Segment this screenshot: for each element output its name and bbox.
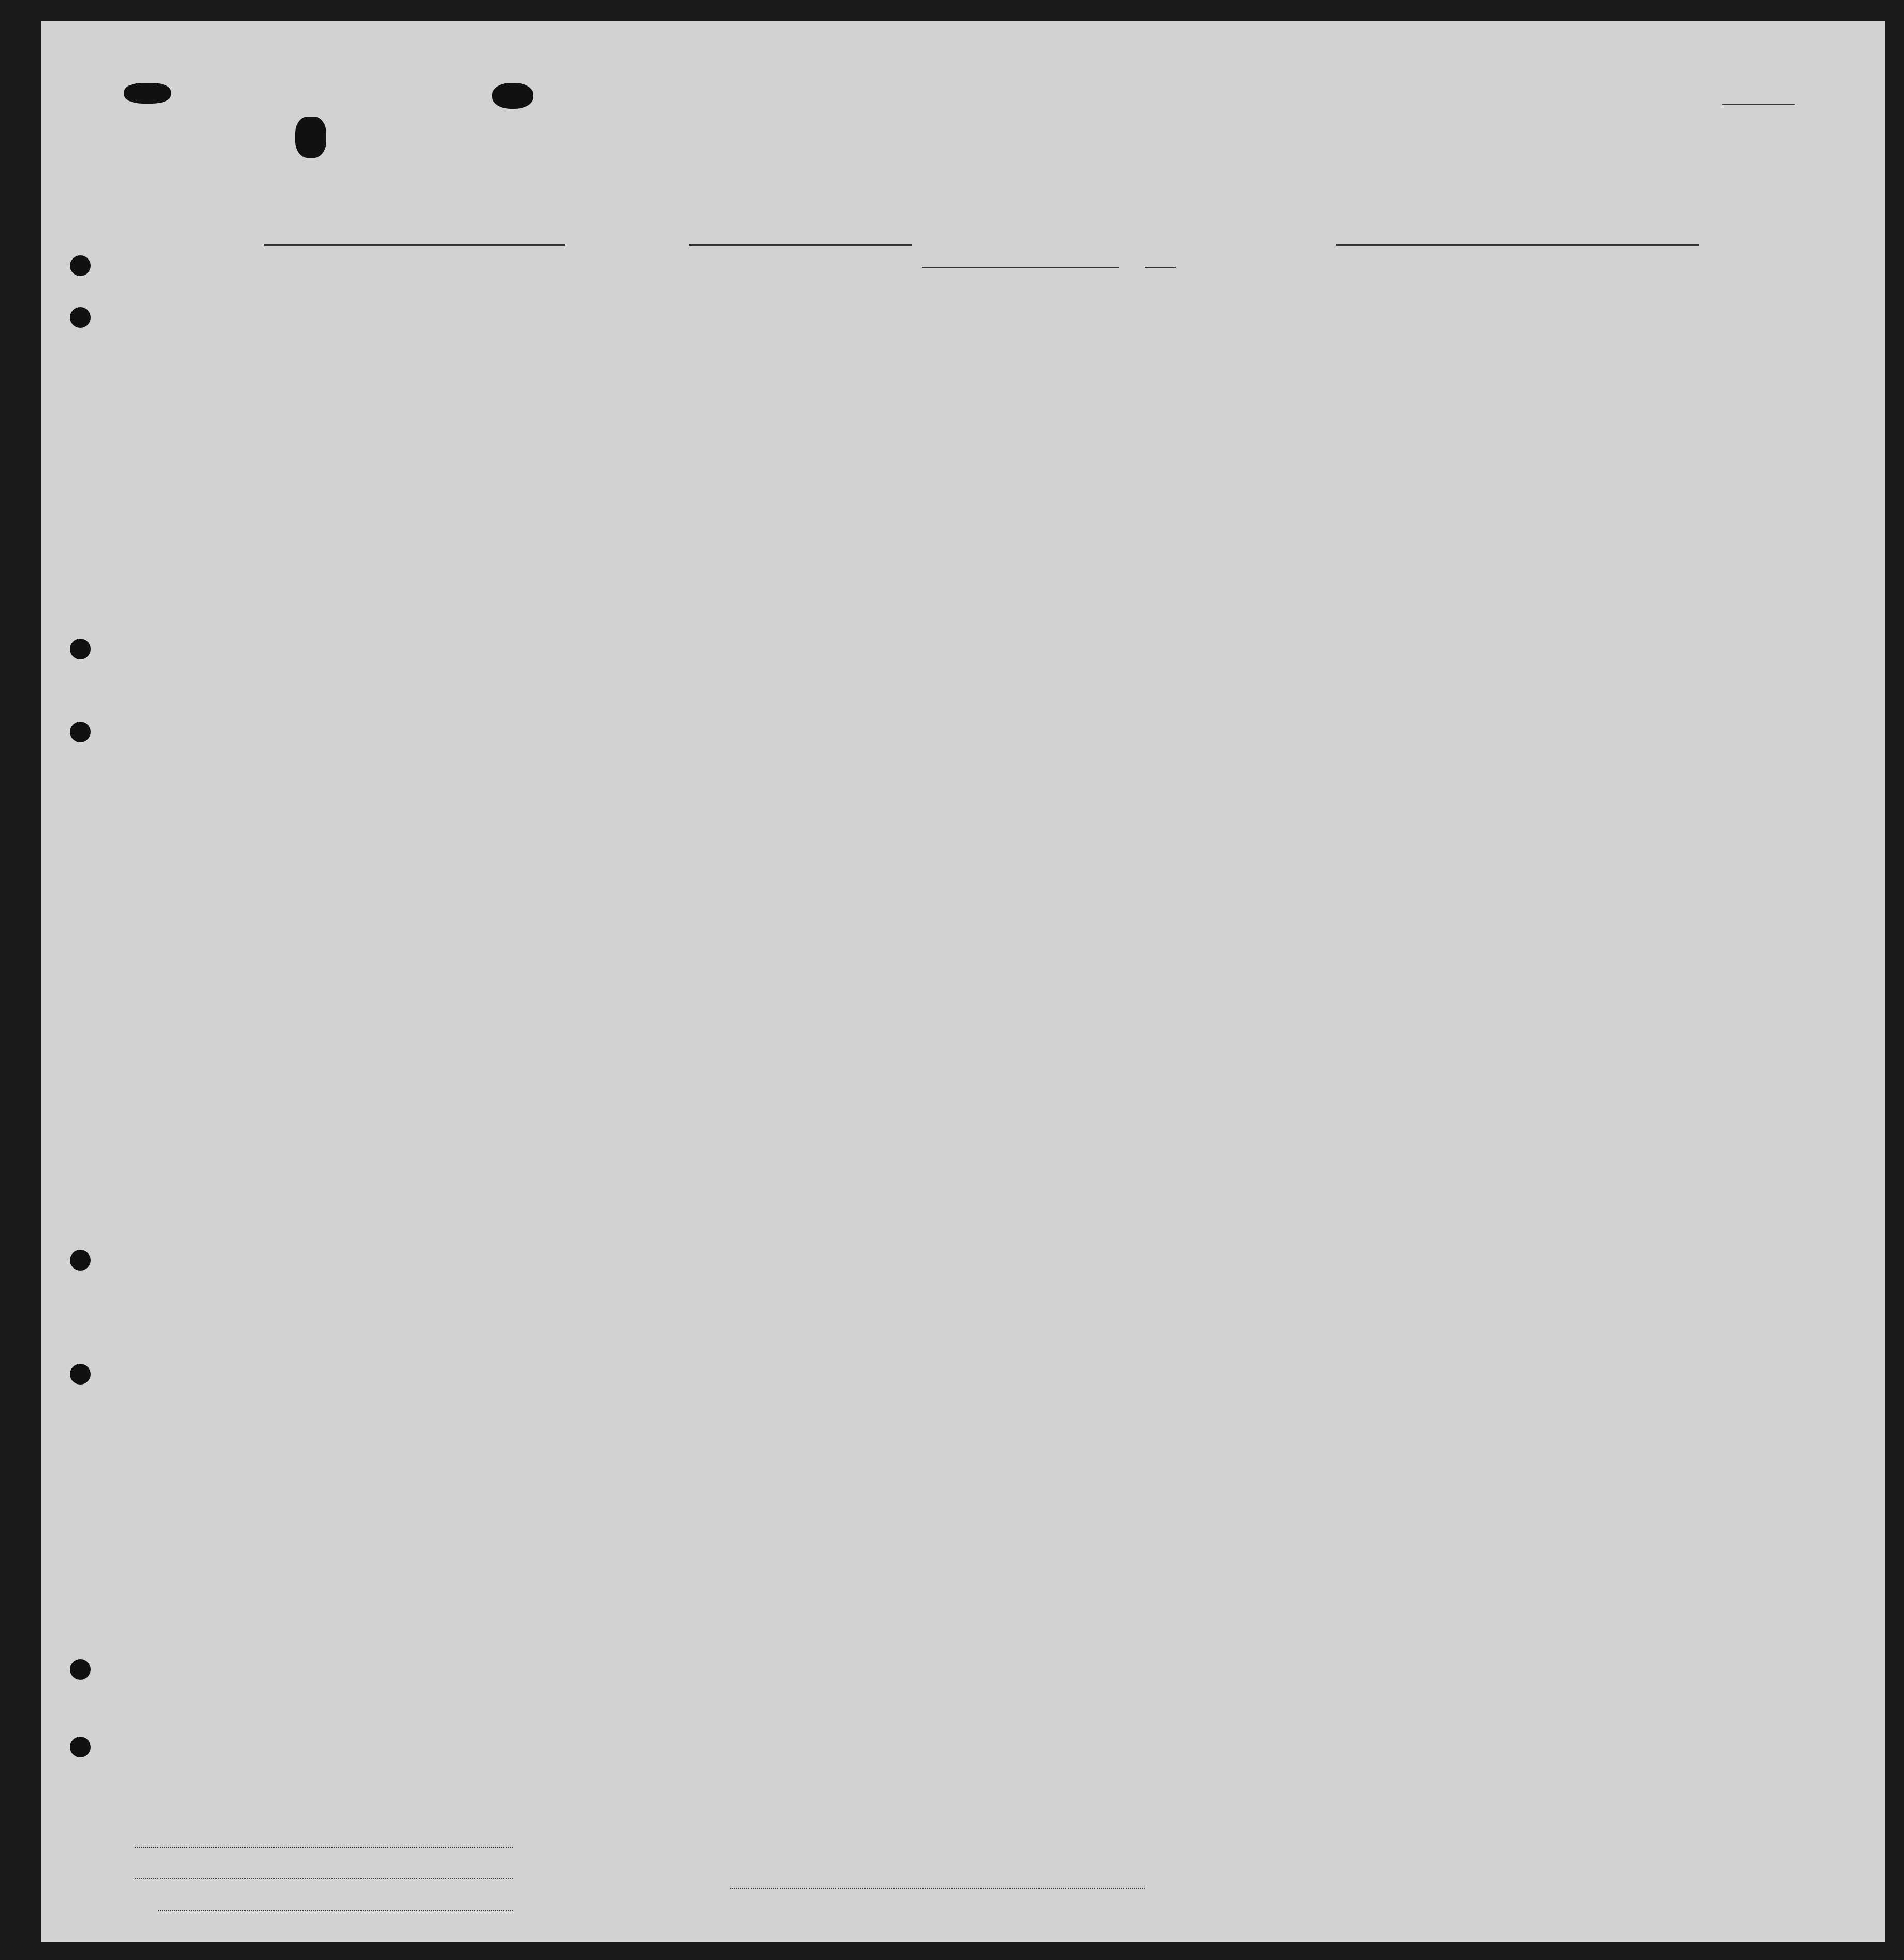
footer-line-rule [135, 1847, 513, 1848]
redaction-blot [295, 117, 326, 158]
punch-hole [70, 1737, 91, 1757]
vessel-name [264, 244, 565, 246]
ruled-grid [41, 21, 1885, 1942]
punch-hole [70, 639, 91, 659]
punch-hole [70, 1659, 91, 1680]
inspector-rule [730, 1888, 1145, 1889]
punch-hole [70, 307, 91, 328]
footer-agents-rule [158, 1910, 513, 1911]
manifest-sheet [41, 21, 1885, 1942]
from-port [1336, 244, 1699, 246]
redaction-blot [124, 83, 171, 104]
date-underline [922, 267, 1119, 268]
year-underline [1145, 267, 1176, 268]
punch-hole [70, 1364, 91, 1385]
punch-hole [70, 722, 91, 742]
footer-owners-rule [135, 1878, 513, 1879]
arriving-port [689, 244, 912, 246]
punch-hole [70, 1250, 91, 1271]
sheet-number [1722, 104, 1795, 105]
punch-hole [70, 255, 91, 276]
redaction-blot [492, 83, 533, 109]
